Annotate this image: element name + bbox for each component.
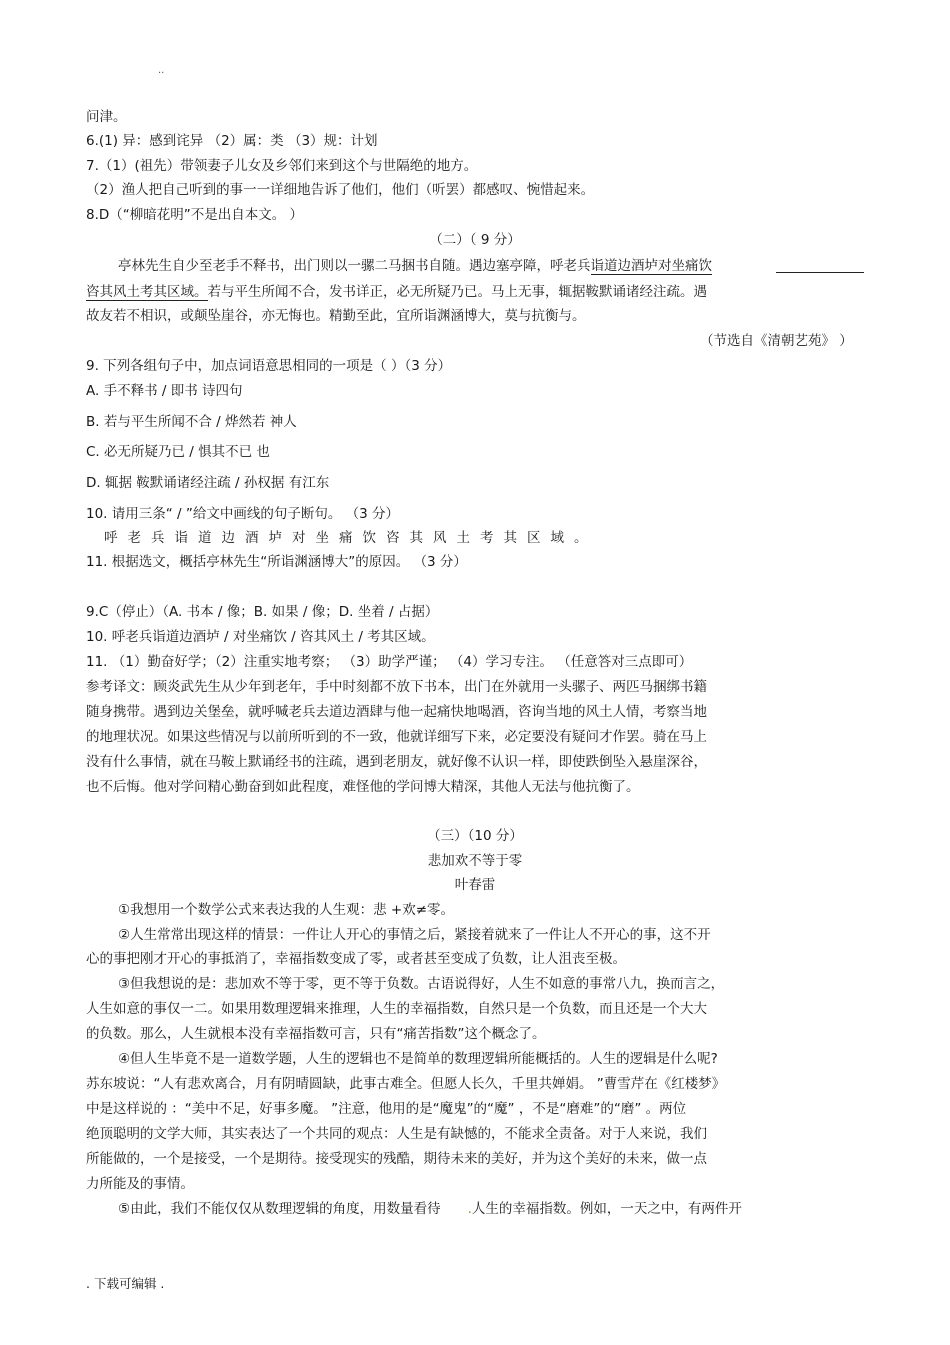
underline-rule xyxy=(776,272,864,273)
translation-line: 的地理状况。如果这些情况与以前所听到的不一致，他就详细写下来，必定要没有疑问才作罢。骑在马上 xyxy=(86,729,707,745)
answer-8: 8.D（“柳暗花明”不是出自本文。 ） xyxy=(86,207,304,223)
answer-7-2: （2）渔人把自己听到的事一一详细地告诉了他们，他们（听罢）都感叹、惋惜起来。 xyxy=(86,182,595,198)
answer-7-1: 7.（1）(祖先）带领妻子儿女及乡邻们来到这个与世隔绝的地方。 xyxy=(86,158,478,174)
essay-author: 叶春雷 xyxy=(454,877,496,893)
translation-line: 没有什么事情，就在马鞍上默诵经书的注疏，遇到老朋友，就好像不认识一样，即使跌倒坠入悬崖深谷， xyxy=(86,754,707,770)
paragraph-3: ③但我想说的是：悲加欢不等于零，更不等于负数。古语说得好，人生不如意的事常八九，换而言之， xyxy=(118,976,725,992)
page-footer: . 下载可编辑 . xyxy=(86,1276,165,1291)
passage-text: 若与平生所闻不合，发书详正，必无所疑乃已。马上无事，辄据鞍默诵诸经注疏。遇 xyxy=(207,284,707,300)
paragraph-1: ①我想用一个数学公式来表达我的人生观：悲 +欢≠零。 xyxy=(118,902,455,918)
paragraph-4-cont: 力所能及的事情。 xyxy=(86,1176,194,1192)
passage-source: （节选自《清朝艺苑》 ） xyxy=(700,333,853,349)
paragraph-3-cont: 人生如意的事仅一二。如果用数理逻辑来推理，人生的幸福指数，自然只是一个负数，而且还是一个大大 xyxy=(86,1001,707,1017)
answer-11: 11. （1）勤奋好学；（2）注重实地考察； （3）助学严谨； （4）学习专注。 （任意答对三点即可） xyxy=(86,654,693,670)
paragraph-4-cont: 所能做的，一个是接受，一个是期待。接受现实的残酷，期待未来的美好，并为这个美好的未来，做一点 xyxy=(86,1151,707,1167)
section-2-title: （二）（ 9 分） xyxy=(429,232,521,248)
paragraph-5-text: 人生的幸福指数。例如，一天之中，有两件开 xyxy=(471,1201,742,1217)
option-a: A. 手不释书 / 即书 诗四句 xyxy=(86,383,243,399)
translation-line: 参考译文：顾炎武先生从少年到老年，手中时刻都不放下书本，出门在外就用一头骡子、两匹马捆绑书籍 xyxy=(86,679,707,695)
passage-line-2 xyxy=(86,283,707,301)
translation-line: 随身携带。遇到边关堡垒，就呼喊老兵去道边酒肆与他一起痛快地喝酒，咨询当地的风土人情，考察当地 xyxy=(86,704,707,720)
underlined-sentence-end: 咨其风土考其区域。 xyxy=(86,284,208,300)
option-d: D. 辄据 鞍默诵诸经注疏 / 孙权据 有江东 xyxy=(86,475,330,491)
paragraph-3-cont: 的负数。那么，人生就根本没有幸福指数可言，只有“痛苦指数”这个概念了。 xyxy=(86,1026,546,1042)
header-mark: .. xyxy=(158,65,165,76)
text-line: 问津。 xyxy=(86,109,127,125)
paragraph-2: ②人生常常出现这样的情景：一件让人开心的事情之后，紧接着就来了一件让人不开心的事，这不开 xyxy=(118,927,711,943)
passage-text: 亭林先生自少至老手不释书，出门则以一骡二马捆书自随。遇边塞亭障，呼老兵 xyxy=(118,258,591,274)
answer-10: 10. 呼老兵诣道边酒垆 / 对坐痛饮 / 咨其风土 / 考其区域。 xyxy=(86,629,435,645)
paragraph-4-cont: 中是这样说的 ：“美中不足，好事多魔。 ”注意，他用的是“魔鬼”的“魔” ，不是“磨难”的“磨” 。两位 xyxy=(86,1101,687,1117)
question-10-sentence: 呼老兵诣道边酒垆对坐痛饮咨其风土考其区域。 xyxy=(104,530,598,546)
answer-6: 6.(1) 异：感到诧异 （2）属：类 （3）规：计划 xyxy=(86,133,378,149)
paragraph-5-text: ⑤由此，我们不能仅仅从数理逻辑的角度，用数量看待 xyxy=(118,1201,441,1217)
underlined-sentence: 诣道边酒垆对坐痛饮 xyxy=(590,258,712,274)
question-11: 11. 根据选文，概括亭林先生“所诣渊涵博大”的原因。 （3 分） xyxy=(86,554,467,570)
translation-line: 也不后悔。他对学问精心勤奋到如此程度，难怪他的学问博大精深，其他人无法与他抗衡了。 xyxy=(86,779,640,795)
emphasis-dot: . xyxy=(467,1201,472,1217)
passage-line-1 xyxy=(118,257,712,275)
essay-title: 悲加欢不等于零 xyxy=(427,853,523,869)
paragraph-4: ④但人生毕竟不是一道数学题，人生的逻辑也不是简单的数理逻辑所能概括的。人生的逻辑是什么呢? xyxy=(118,1051,718,1067)
option-c: C. 必无所疑乃已 / 惧其不已 也 xyxy=(86,444,270,460)
paragraph-4-cont: 绝顶聪明的文学大师，其实表达了一个共同的观点：人生是有缺憾的，不能求全责备。对于人来说，我们 xyxy=(86,1126,707,1142)
answer-9: 9.C（停止）（A. 书本 / 像；B. 如果 / 像；D. 坐着 / 占据） xyxy=(86,604,439,620)
question-10: 10. 请用三条“ / ”给文中画线的句子断句。 （3 分） xyxy=(86,506,400,522)
paragraph-5 xyxy=(118,1200,742,1218)
question-9: 9. 下列各组句子中，加点词语意思相同的一项是（ ）（3 分） xyxy=(86,358,452,374)
passage-line-3: 故友若不相识，或颠坠崖谷，亦无悔也。精勤至此，宜所诣渊涵博大，莫与抗衡与。 xyxy=(86,308,586,324)
section-3-title: （三）（10 分） xyxy=(427,828,523,844)
paragraph-2-cont: 心的事把刚才开心的事抵消了，幸福指数变成了零，或者甚至变成了负数，让人沮丧至极。 xyxy=(86,951,626,967)
option-b: B. 若与平生所闻不合 / 烨然若 神人 xyxy=(86,414,297,430)
paragraph-4-cont: 苏东坡说：“人有悲欢离合，月有阴晴圆缺，此事古难全。但愿人长久，千里共婵娟。 ”曹雪芹在《红楼梦》 xyxy=(86,1076,726,1092)
